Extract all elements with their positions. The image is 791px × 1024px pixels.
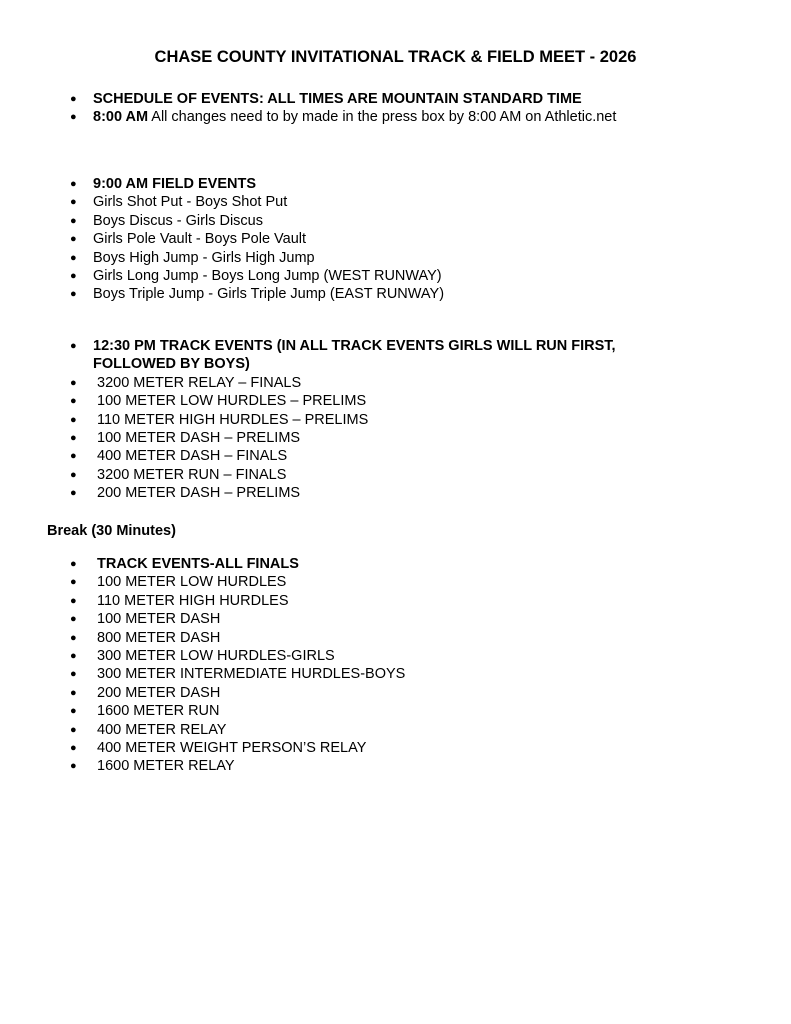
track-event: 200 METER DASH – PRELIMS [97, 485, 301, 502]
track-event: 200 METER DASH [97, 684, 221, 701]
field-event: Girls Shot Put - Boys Shot Put [93, 194, 288, 211]
bullet-icon: ● [70, 376, 77, 389]
field-event: Boys Triple Jump - Girls Triple Jump (EAST RUNWAY) [93, 286, 445, 303]
track-event: 100 METER DASH – PRELIMS [97, 429, 301, 446]
track-event: 300 METER INTERMEDIATE HURDLES-BOYS [97, 666, 406, 683]
bullet-icon: ● [70, 468, 77, 481]
track-event: 400 METER RELAY [97, 721, 227, 738]
track-event: 3200 METER RUN – FINALS [97, 466, 287, 483]
bullet-icon: ● [70, 487, 77, 500]
track-event: 1600 METER RUN [97, 703, 220, 720]
track-event: 100 METER LOW HURDLES – PRELIMS [97, 393, 367, 410]
track-prelims-heading: 12:30 PM TRACK EVENTS (IN ALL TRACK EVENTS GIRLS WILL RUN FIRST, FOLLOWED BY BOYS) [93, 338, 616, 373]
changes-text: All changes need to by made in the press box by 8:00 AM on Athletic.net [148, 109, 617, 126]
track-event: 400 METER WEIGHT PERSON’S RELAY [97, 739, 367, 756]
track-event: 1600 METER RELAY [97, 758, 235, 775]
bullet-icon: ● [70, 269, 77, 282]
bullet-icon: ● [70, 668, 77, 681]
field-event: Girls Long Jump - Boys Long Jump (WEST RUNWAY) [93, 267, 442, 284]
break-label: Break (30 Minutes) [47, 523, 176, 539]
bullet-icon: ● [70, 413, 77, 426]
field-event: Boys High Jump - Girls High Jump [93, 249, 315, 266]
track-event: 800 METER DASH [97, 629, 221, 646]
field-event: Girls Pole Vault - Boys Pole Vault [93, 231, 307, 248]
schedule-heading: SCHEDULE OF EVENTS: ALL TIMES ARE MOUNTAIN STANDARD TIME [93, 91, 582, 107]
field-events-heading: 9:00 AM FIELD EVENTS [93, 176, 257, 192]
bullet-icon: ● [70, 631, 77, 644]
bullet-icon: ● [70, 450, 77, 463]
bullet-icon: ● [70, 741, 77, 754]
bullet-icon: ● [70, 196, 77, 209]
bullet-icon: ● [70, 760, 77, 773]
bullet-icon: ● [70, 251, 77, 264]
bullet-icon: ● [70, 178, 77, 190]
changes-note [93, 108, 616, 126]
bullet-icon: ● [70, 111, 77, 124]
changes-time: 8:00 AM [93, 109, 149, 126]
track-event: 100 METER LOW HURDLES [97, 574, 287, 591]
bullet-icon: ● [70, 558, 77, 570]
bullet-icon: ● [70, 613, 77, 626]
track-event: 3200 METER RELAY – FINALS [97, 374, 302, 391]
track-finals-heading: TRACK EVENTS-ALL FINALS [97, 556, 299, 572]
bullet-icon: ● [70, 705, 77, 718]
track-event: 100 METER DASH [97, 611, 221, 628]
track-event: 300 METER LOW HURDLES-GIRLS [97, 647, 335, 664]
field-event: Boys Discus - Girls Discus [93, 212, 263, 229]
bullet-icon: ● [70, 576, 77, 589]
bullet-icon: ● [70, 93, 77, 105]
bullet-icon: ● [70, 233, 77, 246]
bullet-icon: ● [70, 594, 77, 607]
bullet-icon: ● [70, 649, 77, 662]
track-event: 110 METER HIGH HURDLES [97, 592, 289, 609]
track-event: 110 METER HIGH HURDLES – PRELIMS [97, 411, 369, 428]
bullet-icon: ● [70, 723, 77, 736]
page-title: CHASE COUNTY INVITATIONAL TRACK & FIELD MEET - 2026 [154, 48, 637, 66]
track-event: 400 METER DASH – FINALS [97, 448, 288, 465]
bullet-icon: ● [70, 686, 77, 699]
bullet-icon: ● [70, 395, 77, 408]
bullet-icon: ● [70, 340, 77, 352]
bullet-icon: ● [70, 214, 77, 227]
bullet-icon: ● [70, 288, 77, 301]
bullet-icon: ● [70, 431, 77, 444]
